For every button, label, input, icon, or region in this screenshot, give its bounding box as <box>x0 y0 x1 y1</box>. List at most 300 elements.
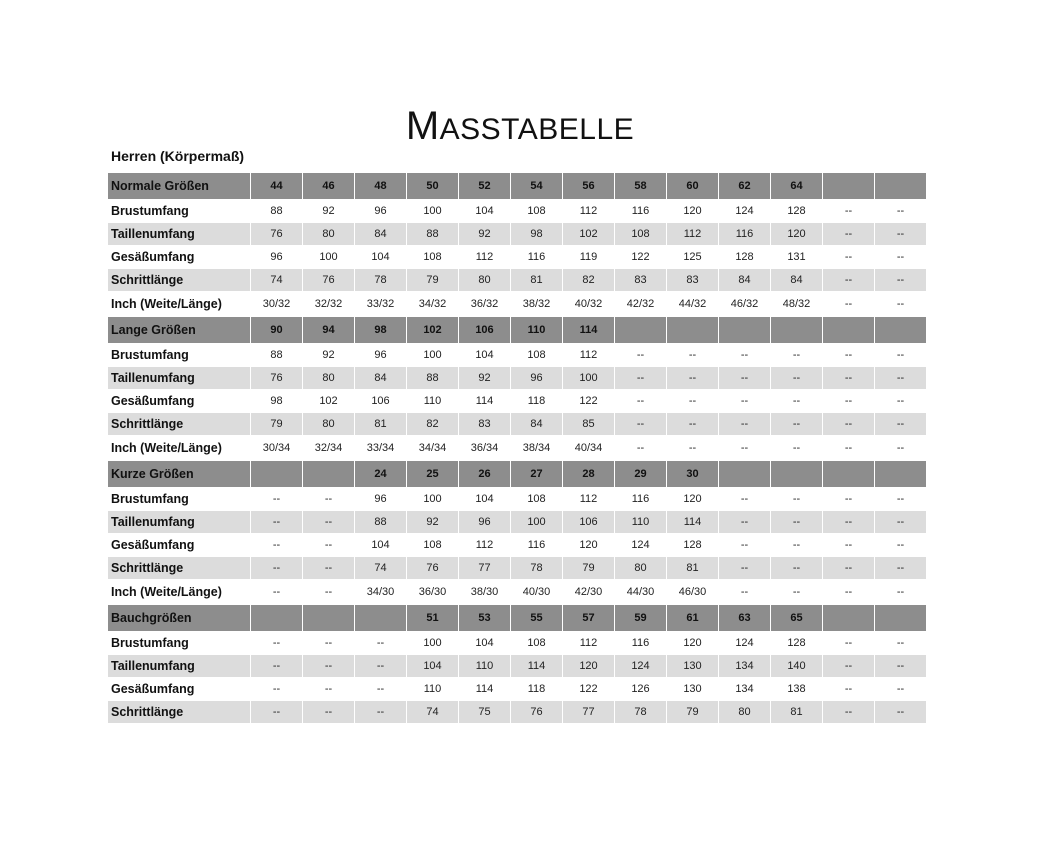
table-cell: 88 <box>355 511 406 533</box>
table-cell: 124 <box>719 200 770 222</box>
table-cell: 44/30 <box>615 580 666 604</box>
table-cell: -- <box>823 488 874 510</box>
table-cell: 40/34 <box>563 436 614 460</box>
table-cell: 104 <box>355 246 406 268</box>
table-cell: 120 <box>667 632 718 654</box>
table-row <box>108 488 926 510</box>
table-cell: -- <box>771 413 822 435</box>
table-cell: 100 <box>407 488 458 510</box>
table-cell: -- <box>615 367 666 389</box>
table-cell: 122 <box>563 678 614 700</box>
table-cell: 108 <box>511 344 562 366</box>
size-header-cell: 53 <box>459 605 510 631</box>
table-cell: -- <box>719 344 770 366</box>
title-rest: ASSTABELLE <box>439 113 635 146</box>
size-header-cell <box>719 317 770 343</box>
table-cell: 96 <box>511 367 562 389</box>
table-cell: 108 <box>511 632 562 654</box>
section-header-row <box>108 173 926 199</box>
table-cell: -- <box>823 534 874 556</box>
size-header-cell <box>823 173 874 199</box>
table-cell: 38/32 <box>511 292 562 316</box>
table-cell: 92 <box>303 200 354 222</box>
table-cell: 85 <box>563 413 614 435</box>
table-cell: 40/30 <box>511 580 562 604</box>
size-header-cell: 110 <box>511 317 562 343</box>
table-row <box>108 367 926 389</box>
table-cell: 88 <box>407 367 458 389</box>
size-header-cell: 98 <box>355 317 406 343</box>
table-row <box>108 655 926 677</box>
table-cell: -- <box>823 557 874 579</box>
table-cell: 96 <box>251 246 302 268</box>
table-cell: 131 <box>771 246 822 268</box>
table-cell: -- <box>875 436 926 460</box>
size-header-cell: 102 <box>407 317 458 343</box>
table-cell: 108 <box>407 534 458 556</box>
row-label: Gesäßumfang <box>108 390 250 412</box>
table-row <box>108 390 926 412</box>
table-cell: 81 <box>771 701 822 723</box>
table-cell: -- <box>875 632 926 654</box>
table-cell: 116 <box>511 246 562 268</box>
table-cell: 84 <box>771 269 822 291</box>
table-cell: -- <box>875 678 926 700</box>
table-cell: 120 <box>563 655 614 677</box>
table-cell: 114 <box>459 678 510 700</box>
table-cell: -- <box>875 655 926 677</box>
table-cell: -- <box>823 678 874 700</box>
size-header-cell <box>303 605 354 631</box>
row-label: Inch (Weite/Länge) <box>108 436 250 460</box>
table-cell: 92 <box>407 511 458 533</box>
row-label: Inch (Weite/Länge) <box>108 292 250 316</box>
table-cell: 75 <box>459 701 510 723</box>
table-cell: 76 <box>251 223 302 245</box>
table-cell: 112 <box>563 488 614 510</box>
size-header-cell: 30 <box>667 461 718 487</box>
table-cell: 36/34 <box>459 436 510 460</box>
size-header-cell: 64 <box>771 173 822 199</box>
table-cell: 42/32 <box>615 292 666 316</box>
table-cell: -- <box>875 488 926 510</box>
table-cell: 77 <box>459 557 510 579</box>
table-cell: -- <box>667 413 718 435</box>
table-cell: -- <box>875 701 926 723</box>
table-cell: -- <box>823 390 874 412</box>
size-header-cell: 46 <box>303 173 354 199</box>
table-cell: 100 <box>407 344 458 366</box>
table-cell: 80 <box>303 223 354 245</box>
size-header-cell: 114 <box>563 317 614 343</box>
size-header-cell <box>719 461 770 487</box>
size-header-cell: 24 <box>355 461 406 487</box>
size-header-cell <box>667 317 718 343</box>
table-row <box>108 413 926 435</box>
size-header-cell: 44 <box>251 173 302 199</box>
table-cell: 80 <box>303 413 354 435</box>
table-cell: -- <box>719 390 770 412</box>
table-cell: 104 <box>459 200 510 222</box>
section-header-row <box>108 461 926 487</box>
table-cell: 81 <box>667 557 718 579</box>
size-header-cell: 27 <box>511 461 562 487</box>
section-header-label: Bauchgrößen <box>108 605 250 631</box>
table-cell: -- <box>355 701 406 723</box>
size-header-cell: 50 <box>407 173 458 199</box>
table-cell: -- <box>355 632 406 654</box>
table-cell: 78 <box>615 701 666 723</box>
table-cell: -- <box>303 488 354 510</box>
size-header-cell <box>823 605 874 631</box>
size-header-cell: 55 <box>511 605 562 631</box>
size-header-cell: 60 <box>667 173 718 199</box>
table-cell: 79 <box>667 701 718 723</box>
table-cell: 104 <box>459 632 510 654</box>
table-row <box>108 511 926 533</box>
row-label: Brustumfang <box>108 488 250 510</box>
table-cell: 110 <box>459 655 510 677</box>
table-cell: 130 <box>667 655 718 677</box>
section-header-row <box>108 317 926 343</box>
table-cell: 92 <box>303 344 354 366</box>
table-cell: 33/34 <box>355 436 406 460</box>
size-table-body <box>108 173 926 723</box>
table-cell: 96 <box>459 511 510 533</box>
table-cell: 46/32 <box>719 292 770 316</box>
table-cell: 134 <box>719 655 770 677</box>
table-cell: 100 <box>511 511 562 533</box>
table-cell: 108 <box>615 223 666 245</box>
row-label: Brustumfang <box>108 632 250 654</box>
table-cell: -- <box>615 413 666 435</box>
table-cell: -- <box>875 413 926 435</box>
table-cell: -- <box>303 511 354 533</box>
table-cell: 48/32 <box>771 292 822 316</box>
table-cell: 112 <box>563 632 614 654</box>
table-cell: -- <box>875 390 926 412</box>
table-cell: -- <box>823 655 874 677</box>
table-cell: -- <box>823 344 874 366</box>
size-header-cell: 26 <box>459 461 510 487</box>
table-cell: 112 <box>563 200 614 222</box>
table-cell: -- <box>823 292 874 316</box>
row-label: Taillenumfang <box>108 223 250 245</box>
table-cell: 116 <box>719 223 770 245</box>
table-cell: -- <box>771 367 822 389</box>
table-cell: 110 <box>615 511 666 533</box>
size-header-cell <box>875 605 926 631</box>
table-cell: 128 <box>771 632 822 654</box>
size-header-cell: 29 <box>615 461 666 487</box>
table-cell: -- <box>823 701 874 723</box>
row-label: Schrittlänge <box>108 413 250 435</box>
table-cell: -- <box>719 534 770 556</box>
table-cell: 140 <box>771 655 822 677</box>
table-cell: -- <box>667 344 718 366</box>
table-cell: -- <box>251 511 302 533</box>
table-cell: 92 <box>459 223 510 245</box>
section-header-label: Kurze Größen <box>108 461 250 487</box>
row-label: Brustumfang <box>108 344 250 366</box>
table-cell: 32/34 <box>303 436 354 460</box>
table-cell: -- <box>667 367 718 389</box>
table-cell: 36/30 <box>407 580 458 604</box>
size-header-cell <box>875 317 926 343</box>
table-cell: 76 <box>251 367 302 389</box>
table-cell: 120 <box>771 223 822 245</box>
table-cell: 110 <box>407 678 458 700</box>
section-header-label: Normale Größen <box>108 173 250 199</box>
table-cell: 130 <box>667 678 718 700</box>
table-cell: 112 <box>459 246 510 268</box>
size-table <box>107 172 927 724</box>
table-cell: -- <box>823 367 874 389</box>
table-cell: 120 <box>667 200 718 222</box>
table-cell: 128 <box>771 200 822 222</box>
size-header-cell: 59 <box>615 605 666 631</box>
size-header-cell <box>615 317 666 343</box>
table-cell: -- <box>875 367 926 389</box>
table-row <box>108 701 926 723</box>
row-label: Gesäßumfang <box>108 678 250 700</box>
table-cell: -- <box>251 632 302 654</box>
table-cell: 30/32 <box>251 292 302 316</box>
table-cell: -- <box>875 580 926 604</box>
table-cell: -- <box>875 223 926 245</box>
table-row <box>108 580 926 604</box>
table-cell: 83 <box>615 269 666 291</box>
table-cell: 80 <box>459 269 510 291</box>
table-cell: -- <box>771 580 822 604</box>
table-cell: -- <box>303 701 354 723</box>
table-cell: -- <box>771 436 822 460</box>
table-cell: 80 <box>719 701 770 723</box>
table-cell: 104 <box>407 655 458 677</box>
table-cell: 98 <box>511 223 562 245</box>
size-header-cell: 94 <box>303 317 354 343</box>
size-header-cell <box>823 317 874 343</box>
table-cell: -- <box>875 292 926 316</box>
table-cell: -- <box>823 200 874 222</box>
table-cell: 108 <box>407 246 458 268</box>
size-header-cell <box>355 605 406 631</box>
table-cell: -- <box>251 701 302 723</box>
size-header-cell: 52 <box>459 173 510 199</box>
table-cell: 119 <box>563 246 614 268</box>
table-cell: -- <box>355 655 406 677</box>
table-cell: 110 <box>407 390 458 412</box>
table-cell: 116 <box>615 200 666 222</box>
table-cell: 96 <box>355 200 406 222</box>
table-cell: 44/32 <box>667 292 718 316</box>
table-cell: 79 <box>563 557 614 579</box>
table-cell: -- <box>823 246 874 268</box>
table-cell: -- <box>303 655 354 677</box>
table-cell: 84 <box>355 223 406 245</box>
table-cell: 77 <box>563 701 614 723</box>
table-cell: 74 <box>355 557 406 579</box>
table-cell: -- <box>719 557 770 579</box>
size-header-cell: 61 <box>667 605 718 631</box>
table-cell: -- <box>875 534 926 556</box>
table-cell: -- <box>719 413 770 435</box>
row-label: Schrittlänge <box>108 269 250 291</box>
table-cell: 88 <box>251 200 302 222</box>
table-cell: 106 <box>355 390 406 412</box>
table-cell: 42/30 <box>563 580 614 604</box>
table-cell: 80 <box>615 557 666 579</box>
table-cell: 34/30 <box>355 580 406 604</box>
table-cell: 106 <box>563 511 614 533</box>
table-cell: 74 <box>251 269 302 291</box>
table-cell: 112 <box>563 344 614 366</box>
row-label: Schrittlänge <box>108 557 250 579</box>
table-cell: 81 <box>511 269 562 291</box>
table-cell: -- <box>251 534 302 556</box>
size-header-cell: 25 <box>407 461 458 487</box>
table-row <box>108 436 926 460</box>
table-cell: 46/30 <box>667 580 718 604</box>
title-initial: M <box>405 104 440 148</box>
table-cell: 96 <box>355 344 406 366</box>
table-cell: -- <box>719 488 770 510</box>
table-cell: 100 <box>563 367 614 389</box>
size-header-cell: 28 <box>563 461 614 487</box>
row-label: Schrittlänge <box>108 701 250 723</box>
table-cell: 36/32 <box>459 292 510 316</box>
table-cell: 79 <box>407 269 458 291</box>
table-cell: 120 <box>563 534 614 556</box>
table-cell: -- <box>251 678 302 700</box>
table-cell: 116 <box>615 632 666 654</box>
table-cell: 96 <box>355 488 406 510</box>
row-label: Brustumfang <box>108 200 250 222</box>
size-header-cell: 51 <box>407 605 458 631</box>
table-cell: 83 <box>667 269 718 291</box>
table-cell: 104 <box>459 488 510 510</box>
table-row <box>108 200 926 222</box>
table-cell: 114 <box>667 511 718 533</box>
table-cell: 30/34 <box>251 436 302 460</box>
table-cell: -- <box>771 344 822 366</box>
table-cell: -- <box>251 580 302 604</box>
table-cell: -- <box>875 511 926 533</box>
table-cell: 128 <box>667 534 718 556</box>
table-cell: -- <box>303 557 354 579</box>
table-cell: 34/32 <box>407 292 458 316</box>
table-cell: 34/34 <box>407 436 458 460</box>
table-cell: -- <box>719 367 770 389</box>
table-cell: 118 <box>511 678 562 700</box>
table-cell: -- <box>823 632 874 654</box>
size-header-cell: 58 <box>615 173 666 199</box>
table-cell: 128 <box>719 246 770 268</box>
table-cell: -- <box>875 344 926 366</box>
table-cell: 116 <box>511 534 562 556</box>
size-header-cell: 57 <box>563 605 614 631</box>
table-cell: -- <box>667 436 718 460</box>
size-header-cell: 56 <box>563 173 614 199</box>
size-header-cell: 63 <box>719 605 770 631</box>
table-row <box>108 678 926 700</box>
table-cell: -- <box>667 390 718 412</box>
table-cell: 76 <box>407 557 458 579</box>
table-cell: -- <box>823 580 874 604</box>
table-cell: 82 <box>407 413 458 435</box>
row-label: Gesäßumfang <box>108 534 250 556</box>
table-cell: 108 <box>511 200 562 222</box>
table-cell: 114 <box>511 655 562 677</box>
table-cell: 78 <box>511 557 562 579</box>
page-title <box>0 104 1040 149</box>
size-header-cell: 106 <box>459 317 510 343</box>
table-cell: -- <box>823 413 874 435</box>
table-cell: -- <box>719 436 770 460</box>
table-cell: 100 <box>407 632 458 654</box>
table-cell: -- <box>719 580 770 604</box>
table-cell: 122 <box>563 390 614 412</box>
table-cell: -- <box>875 200 926 222</box>
size-header-cell: 54 <box>511 173 562 199</box>
table-row <box>108 534 926 556</box>
size-header-cell: 48 <box>355 173 406 199</box>
table-cell: -- <box>875 557 926 579</box>
table-cell: 40/32 <box>563 292 614 316</box>
size-header-cell <box>303 461 354 487</box>
table-cell: -- <box>719 511 770 533</box>
table-row <box>108 223 926 245</box>
table-cell: -- <box>303 534 354 556</box>
row-label: Taillenumfang <box>108 367 250 389</box>
table-cell: 80 <box>303 367 354 389</box>
size-header-cell <box>771 317 822 343</box>
table-cell: 32/32 <box>303 292 354 316</box>
table-cell: 122 <box>615 246 666 268</box>
table-cell: 83 <box>459 413 510 435</box>
table-row <box>108 269 926 291</box>
table-cell: 102 <box>563 223 614 245</box>
table-cell: -- <box>251 488 302 510</box>
size-header-cell <box>251 605 302 631</box>
table-cell: 92 <box>459 367 510 389</box>
table-cell: -- <box>615 390 666 412</box>
table-cell: 124 <box>615 655 666 677</box>
table-cell: -- <box>251 655 302 677</box>
table-cell: 38/30 <box>459 580 510 604</box>
table-cell: 88 <box>251 344 302 366</box>
table-cell: 104 <box>459 344 510 366</box>
table-cell: -- <box>771 534 822 556</box>
table-cell: 124 <box>615 534 666 556</box>
table-cell: 134 <box>719 678 770 700</box>
table-cell: 124 <box>719 632 770 654</box>
size-header-cell: 65 <box>771 605 822 631</box>
table-cell: 118 <box>511 390 562 412</box>
table-cell: 76 <box>511 701 562 723</box>
table-cell: -- <box>875 269 926 291</box>
table-cell: 125 <box>667 246 718 268</box>
table-cell: 38/34 <box>511 436 562 460</box>
table-cell: 138 <box>771 678 822 700</box>
table-cell: 84 <box>719 269 770 291</box>
table-cell: -- <box>823 436 874 460</box>
table-cell: 100 <box>303 246 354 268</box>
table-cell: -- <box>823 269 874 291</box>
section-header-row <box>108 605 926 631</box>
table-cell: -- <box>303 632 354 654</box>
size-header-cell: 90 <box>251 317 302 343</box>
